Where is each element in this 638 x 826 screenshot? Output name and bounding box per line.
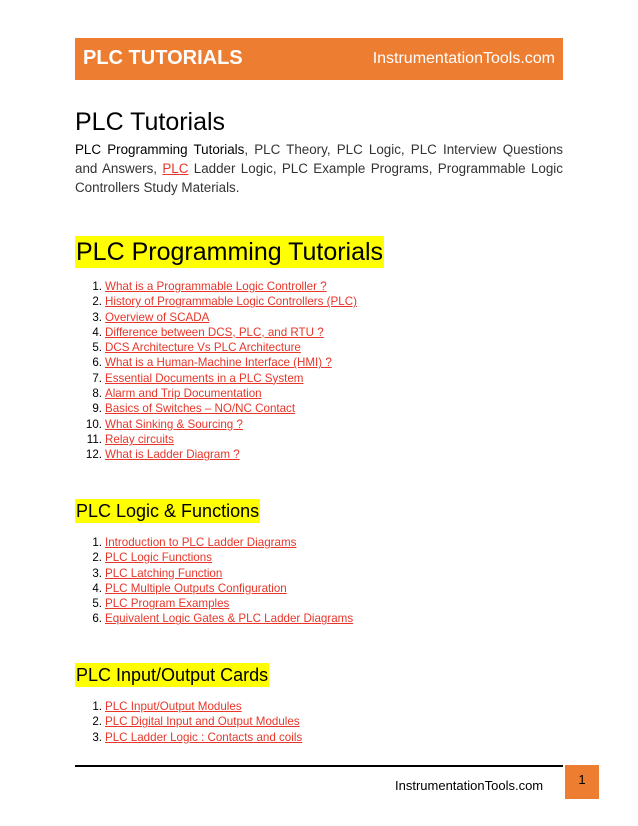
- programming-tutorials-list: [75, 279, 357, 463]
- tutorial-link[interactable]: What is a Human-Machine Interface (HMI) ?: [105, 356, 332, 370]
- list-item: 4. PLC Multiple Outputs Configuration: [92, 581, 287, 595]
- banner-site: InstrumentationTools.com: [372, 50, 555, 67]
- intro-text-1: , PLC Theory, PLC Logic, PLC Interview Questions and Answers,: [75, 142, 563, 176]
- list-item: 3. PLC Latching Function: [92, 566, 223, 580]
- list-item: 6. Equivalent Logic Gates & PLC Ladder Diagrams: [92, 612, 354, 626]
- header-banner: [75, 38, 563, 80]
- list-item: 2. PLC Digital Input and Output Modules: [92, 715, 300, 729]
- tutorial-link[interactable]: PLC Logic Functions: [105, 551, 212, 565]
- tutorial-link[interactable]: PLC Multiple Outputs Configuration: [105, 581, 287, 595]
- tutorial-link[interactable]: What is a Programmable Logic Controller ?: [105, 280, 327, 293]
- tutorial-link[interactable]: Basics of Switches – NO/NC Contact: [105, 402, 296, 416]
- tutorial-link[interactable]: PLC Ladder Logic : Contacts and coils: [105, 730, 303, 744]
- page-number-badge: 1: [565, 765, 599, 799]
- list-item: 5. PLC Program Examples: [92, 597, 230, 611]
- list-item: 2. PLC Logic Functions: [92, 551, 212, 565]
- tutorial-link[interactable]: PLC Program Examples: [105, 597, 230, 611]
- list-item: 2. History of Programmable Logic Controllers (PLC): [92, 295, 357, 309]
- tutorial-link[interactable]: Essential Documents in a PLC System: [105, 371, 304, 385]
- tutorial-link[interactable]: What is Ladder Diagram ?: [105, 448, 240, 462]
- tutorial-link[interactable]: Introduction to PLC Ladder Diagrams: [105, 536, 297, 549]
- list-item: 1. Introduction to PLC Ladder Diagrams: [92, 536, 297, 549]
- footer-site: InstrumentationTools.com: [395, 778, 544, 793]
- tutorial-link[interactable]: PLC Latching Function: [105, 566, 223, 580]
- tutorial-link[interactable]: Overview of SCADA: [105, 310, 210, 324]
- tutorial-link[interactable]: Difference between DCS, PLC, and RTU ?: [105, 325, 324, 339]
- list-item: 3. PLC Ladder Logic : Contacts and coils: [92, 730, 303, 744]
- intro-text-2: Ladder Logic, PLC Example Programs, Programmable Logic Controllers Study Materials.: [75, 161, 563, 195]
- tutorial-link[interactable]: What Sinking & Sourcing ?: [105, 417, 243, 431]
- tutorial-link[interactable]: History of Programmable Logic Controllers (PLC): [105, 295, 357, 309]
- list-item: 8. Alarm and Trip Documentation: [92, 387, 262, 401]
- tutorial-link[interactable]: Alarm and Trip Documentation: [105, 387, 262, 401]
- logic-functions-list: [75, 535, 353, 627]
- list-item: 4. Difference between DCS, PLC, and RTU ?: [92, 325, 324, 339]
- tutorial-link[interactable]: Equivalent Logic Gates & PLC Ladder Diagrams: [105, 612, 354, 626]
- page-title: PLC Tutorials: [75, 108, 226, 136]
- banner-title: PLC TUTORIALS: [83, 47, 243, 69]
- section-heading-io-cards: PLC Input/Output Cards: [76, 665, 269, 685]
- list-item: 12. What is Ladder Diagram ?: [85, 448, 240, 462]
- list-item: 5. DCS Architecture Vs PLC Architecture: [92, 341, 301, 355]
- intro-bold: PLC Programming Tutorials: [75, 142, 245, 157]
- intro-link-plc[interactable]: PLC: [162, 161, 189, 176]
- list-item: 1. PLC Input/Output Modules: [92, 700, 242, 713]
- intro-paragraph: [75, 140, 563, 197]
- tutorial-link[interactable]: DCS Architecture Vs PLC Architecture: [105, 341, 301, 355]
- list-item: 3. Overview of SCADA: [92, 310, 210, 324]
- list-item: 9. Basics of Switches – NO/NC Contact: [92, 402, 296, 416]
- section-heading-programming: PLC Programming Tutorials: [76, 238, 384, 266]
- footer-divider: [75, 765, 563, 767]
- section-heading-logic: PLC Logic & Functions: [76, 501, 260, 521]
- list-item: 10. What Sinking & Sourcing ?: [85, 417, 243, 431]
- list-item: 6. What is a Human-Machine Interface (HMI) ?: [92, 356, 332, 370]
- tutorial-link[interactable]: Relay circuits: [105, 432, 174, 446]
- list-item: 7. Essential Documents in a PLC System: [92, 371, 304, 385]
- list-item: 1. What is a Programmable Logic Controller ?: [92, 280, 327, 293]
- io-cards-list: [75, 699, 302, 745]
- tutorial-link[interactable]: PLC Input/Output Modules: [105, 700, 242, 713]
- tutorial-link[interactable]: PLC Digital Input and Output Modules: [105, 715, 300, 729]
- list-item: 11. Relay circuits: [86, 432, 174, 446]
